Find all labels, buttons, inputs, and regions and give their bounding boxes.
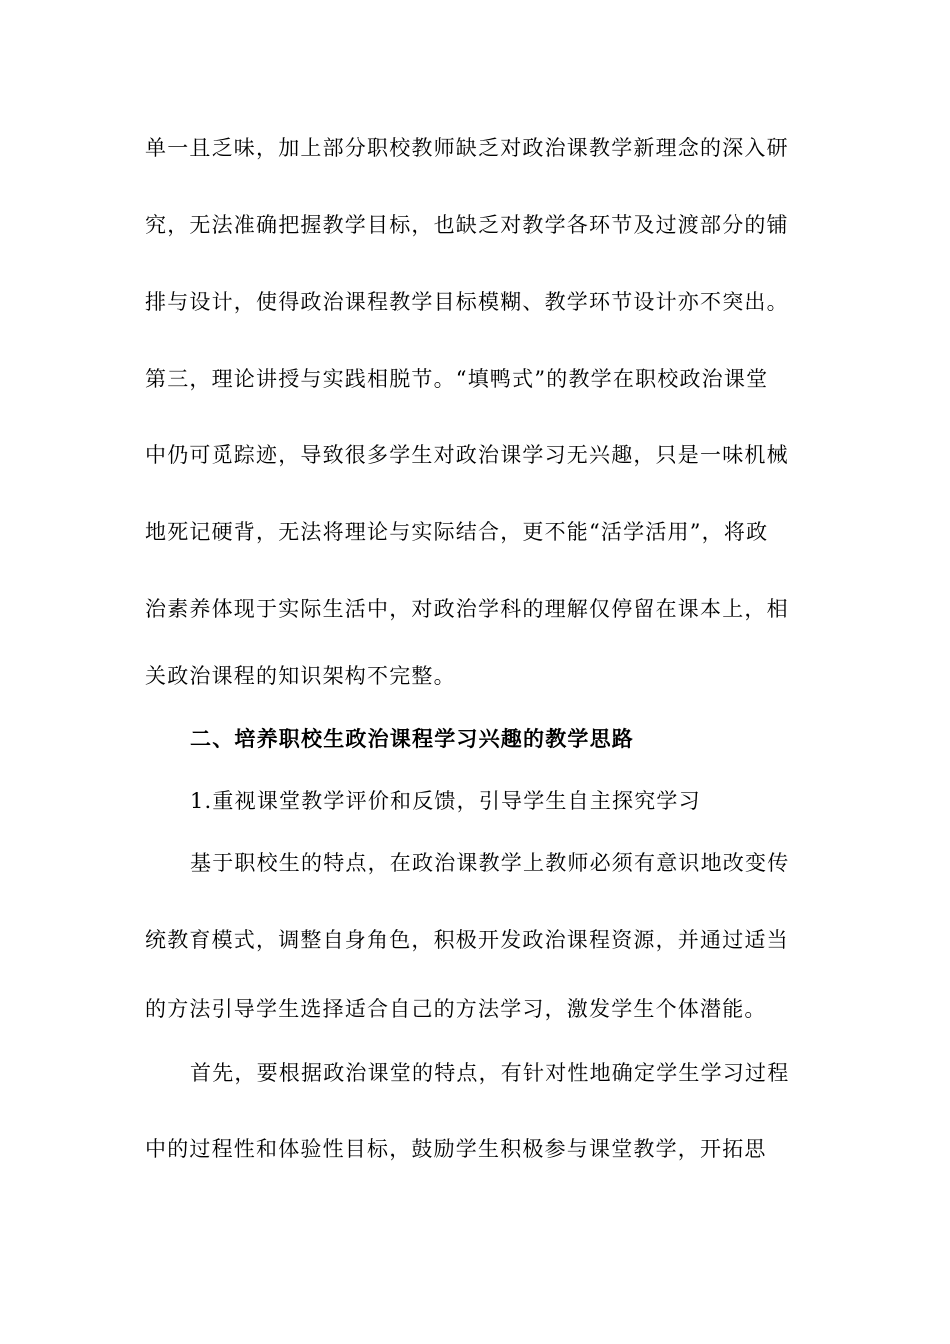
paragraph-line: 单一且乏味，加上部分职校教师缺乏对政治课教学新理念的深入研 (145, 136, 789, 160)
paragraph-line: 究，无法准确把握教学目标，也缺乏对教学各环节及过渡部分的铺 (145, 213, 789, 237)
paragraph-line: 治素养体现于实际生活中，对政治学科的理解仅停留在课本上，相 (145, 597, 789, 621)
paragraph-line: 中的过程性和体验性目标，鼓励学生积极参与课堂教学，开拓思 (145, 1137, 767, 1161)
subsection-heading: 1.重视课堂教学评价和反馈，引导学生自主探究学习 (190, 789, 701, 813)
section-heading: 二、培养职校生政治课程学习兴趣的教学思路 (190, 726, 634, 751)
paragraph-line: 基于职校生的特点，在政治课教学上教师必须有意识地改变传 (190, 851, 790, 875)
paragraph-line: 第三，理论讲授与实践相脱节。“填鸭式”的教学在职校政治课堂 (145, 367, 769, 391)
paragraph-line: 首先，要根据政治课堂的特点，有针对性地确定学生学习过程 (190, 1061, 790, 1085)
paragraph-line: 统教育模式，调整自身角色，积极开发政治课程资源，并通过适当 (145, 928, 789, 952)
paragraph-line: 排与设计，使得政治课程教学目标模糊、教学环节设计亦不突出。 (145, 290, 789, 314)
paragraph-line: 关政治课程的知识架构不完整。 (145, 664, 456, 688)
paragraph-line: 中仍可觅踪迹，导致很多学生对政治课学习无兴趣，只是一味机械 (145, 443, 789, 467)
paragraph-line: 的方法引导学生选择适合自己的方法学习，激发学生个体潜能。 (145, 997, 767, 1021)
paragraph-line: 地死记硬背，无法将理论与实际结合，更不能“活学活用”，将政 (145, 520, 769, 544)
